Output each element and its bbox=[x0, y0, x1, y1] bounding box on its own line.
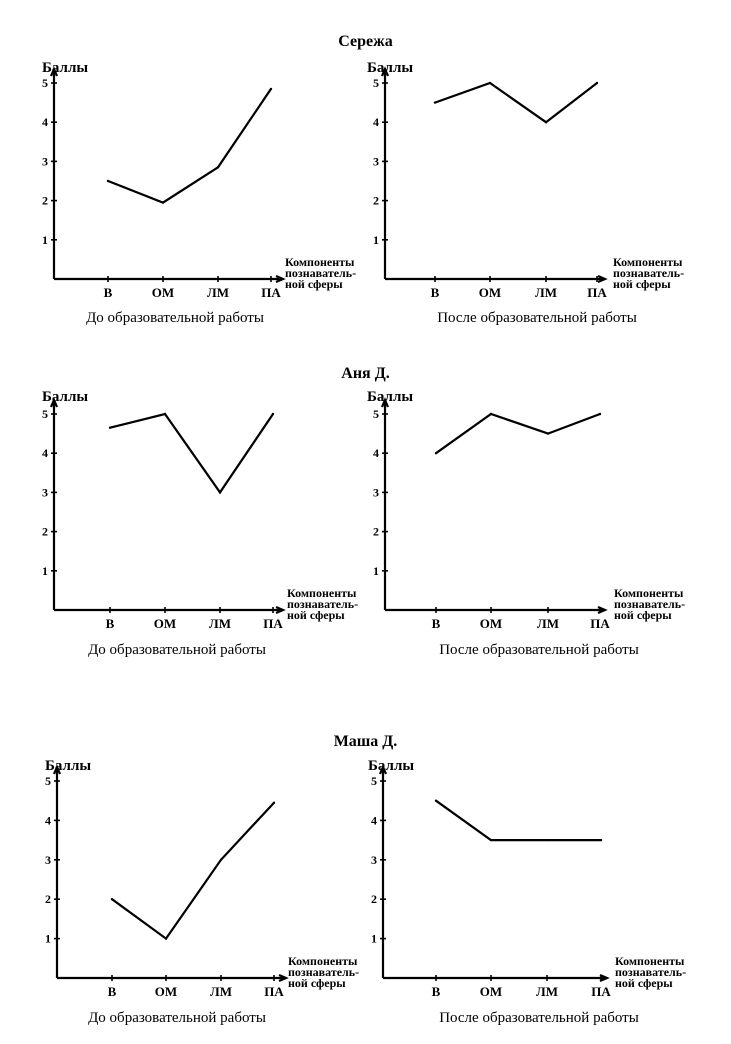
series-line bbox=[436, 801, 601, 840]
y-tick-label: 1 bbox=[373, 563, 379, 578]
chart-caption: После образовательной работы bbox=[437, 310, 637, 326]
y-axis-label: Баллы bbox=[45, 758, 92, 774]
x-axis-label-line: познаватель- bbox=[613, 266, 685, 280]
group-title-sergey: Сережа bbox=[338, 33, 393, 50]
y-tick-label: 1 bbox=[45, 931, 51, 946]
x-tick-label: В bbox=[107, 984, 117, 999]
x-tick-label: ОМ bbox=[478, 285, 502, 300]
y-tick-label: 1 bbox=[371, 931, 377, 946]
y-tick-label: 2 bbox=[373, 524, 379, 539]
x-tick-label: В bbox=[431, 984, 441, 999]
x-tick-label: ОМ bbox=[154, 984, 178, 999]
y-axis-label: Баллы bbox=[367, 60, 414, 76]
x-axis-label-line: Компоненты bbox=[287, 586, 357, 600]
x-tick-label: ЛМ bbox=[537, 616, 559, 631]
data-point bbox=[490, 839, 492, 841]
x-tick-label: ПА bbox=[590, 616, 610, 631]
y-tick-label: 5 bbox=[373, 407, 379, 421]
x-tick-label: ОМ bbox=[151, 285, 175, 300]
x-axis-label-line: познаватель- bbox=[285, 266, 357, 280]
y-tick-label: 2 bbox=[371, 892, 377, 907]
y-tick-label: 5 bbox=[371, 774, 377, 788]
x-tick-label: ЛМ bbox=[209, 616, 231, 631]
data-point bbox=[600, 839, 602, 841]
x-tick-label: ОМ bbox=[479, 616, 503, 631]
y-tick-label: 5 bbox=[42, 76, 48, 90]
y-tick-label: 4 bbox=[373, 115, 379, 130]
group-title-anya: Аня Д. bbox=[341, 365, 390, 382]
x-tick-label: ПА bbox=[587, 285, 607, 300]
x-tick-label: ЛМ bbox=[207, 285, 229, 300]
x-axis-label-line: познаватель- bbox=[614, 597, 686, 611]
x-tick-label: ЛМ bbox=[536, 984, 558, 999]
y-axis-label: Баллы bbox=[367, 389, 414, 405]
x-tick-label: В bbox=[430, 285, 440, 300]
x-axis-label-line: ной сферы bbox=[287, 608, 345, 622]
y-tick-label: 4 bbox=[45, 813, 51, 828]
x-tick-label: ЛМ bbox=[535, 285, 557, 300]
group-title-masha: Маша Д. bbox=[333, 733, 398, 750]
y-tick-label: 5 bbox=[42, 407, 48, 421]
y-tick-label: 3 bbox=[371, 852, 377, 867]
x-tick-label: ПА bbox=[261, 285, 281, 300]
x-tick-label: ПА bbox=[263, 616, 283, 631]
x-axis-label-line: Компоненты bbox=[615, 954, 685, 968]
x-axis-label-line: познаватель- bbox=[287, 597, 359, 611]
y-tick-label: 2 bbox=[42, 524, 48, 539]
y-tick-label: 4 bbox=[371, 813, 377, 828]
x-axis-label-line: Компоненты bbox=[614, 586, 684, 600]
x-axis-label-line: Компоненты bbox=[288, 954, 358, 968]
x-axis-label bbox=[615, 954, 686, 990]
y-tick-label: 3 bbox=[42, 485, 48, 500]
y-tick-label: 2 bbox=[45, 892, 51, 907]
chart-caption: После образовательной работы bbox=[439, 642, 639, 658]
x-axis-label-line: Компоненты bbox=[613, 255, 683, 269]
y-axis-label: Баллы bbox=[368, 758, 415, 774]
chart-caption: До образовательной работы bbox=[86, 310, 264, 326]
x-tick-label: ЛМ bbox=[210, 984, 232, 999]
x-axis-label-line: ной сферы bbox=[285, 277, 343, 291]
x-tick-label: В bbox=[431, 616, 441, 631]
y-tick-label: 3 bbox=[373, 154, 379, 169]
y-tick-label: 2 bbox=[373, 193, 379, 208]
data-point bbox=[546, 839, 548, 841]
x-axis-label-line: познаватель- bbox=[288, 965, 360, 979]
y-tick-label: 5 bbox=[373, 76, 379, 90]
y-axis-label: Баллы bbox=[42, 60, 89, 76]
x-axis-label-line: Компоненты bbox=[285, 255, 355, 269]
chart-caption: После образовательной работы bbox=[439, 1010, 639, 1026]
y-tick-label: 3 bbox=[45, 852, 51, 867]
x-tick-label: ОМ bbox=[479, 984, 503, 999]
y-tick-label: 4 bbox=[373, 446, 379, 461]
x-axis-label-line: ной сферы bbox=[288, 976, 346, 990]
x-axis-label-line: ной сферы bbox=[614, 608, 672, 622]
y-tick-label: 1 bbox=[373, 232, 379, 247]
chart-caption: До образовательной работы bbox=[88, 1010, 266, 1026]
x-axis-label-line: ной сферы bbox=[613, 277, 671, 291]
y-tick-label: 4 bbox=[42, 115, 48, 130]
y-tick-label: 2 bbox=[42, 193, 48, 208]
x-axis-label-line: познаватель- bbox=[615, 965, 687, 979]
y-tick-label: 1 bbox=[42, 232, 48, 247]
y-tick-label: 3 bbox=[373, 485, 379, 500]
y-tick-label: 4 bbox=[42, 446, 48, 461]
x-tick-label: ПА bbox=[591, 984, 611, 999]
data-point bbox=[435, 800, 437, 802]
x-tick-label: ОМ bbox=[153, 616, 177, 631]
x-tick-label: В bbox=[105, 616, 115, 631]
x-tick-label: В bbox=[103, 285, 113, 300]
y-tick-label: 1 bbox=[42, 563, 48, 578]
y-tick-label: 3 bbox=[42, 154, 48, 169]
x-axis-label-line: ной сферы bbox=[615, 976, 673, 990]
chart-caption: До образовательной работы bbox=[88, 642, 266, 658]
y-axis-label: Баллы bbox=[42, 389, 89, 405]
x-tick-label: ПА bbox=[264, 984, 284, 999]
y-tick-label: 5 bbox=[45, 774, 51, 788]
